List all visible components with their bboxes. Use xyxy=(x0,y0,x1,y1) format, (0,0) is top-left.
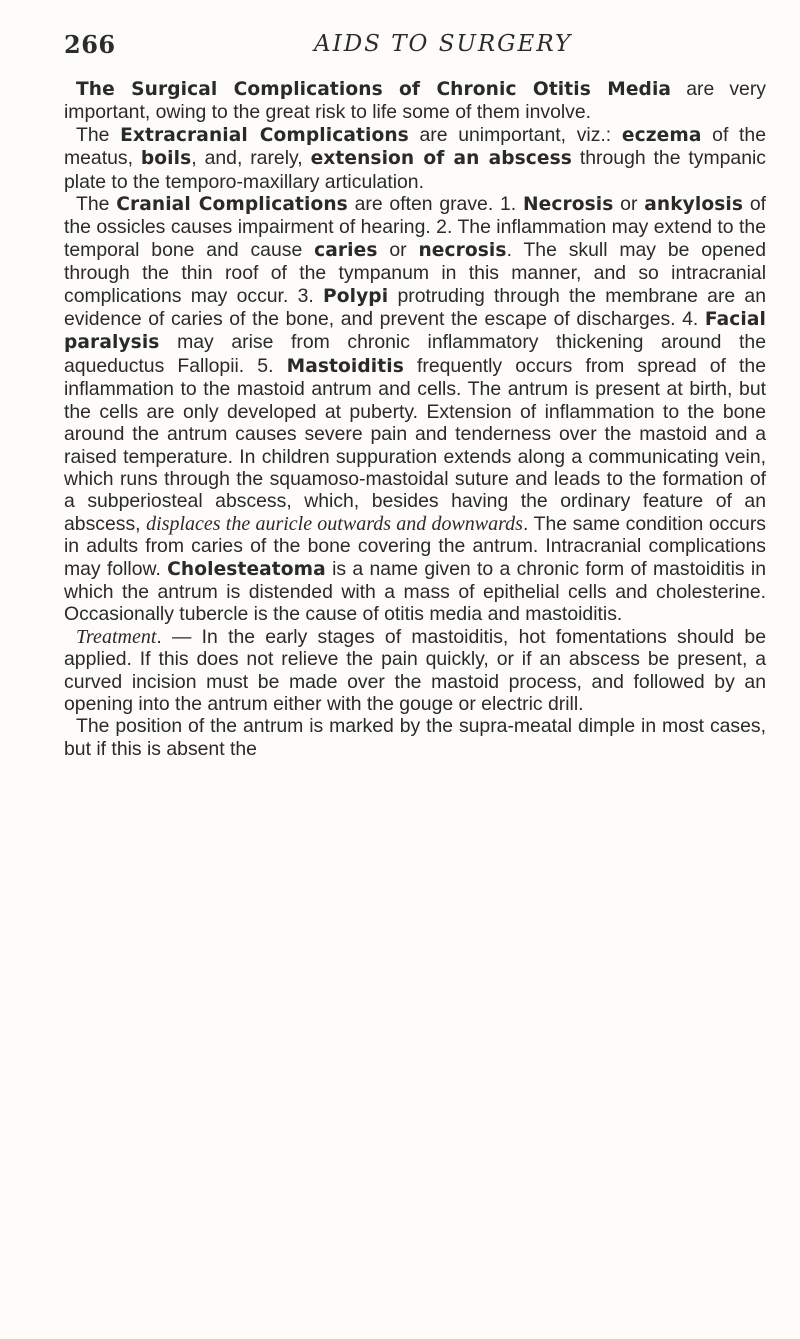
text-run: , and, rarely, xyxy=(191,147,311,170)
bold-term: Necrosis xyxy=(522,194,614,216)
bold-term: eczema xyxy=(621,124,702,146)
italic-text: Treatment xyxy=(76,625,157,648)
bold-term: necrosis xyxy=(418,239,507,261)
text-run: is a name given to a chronic form of mastoiditis in which the antrum is distended with a mass of epithelial cells and cholesterine. Occasionally tubercle is the cause of otitis media and mastoiditis. xyxy=(64,557,766,626)
text-run: are unimportant, viz.: xyxy=(408,123,622,146)
paragraph xyxy=(64,124,766,193)
page-number: 266 xyxy=(64,30,116,59)
text-run: are very important, owing to the great risk to life some of them involve. xyxy=(64,78,766,124)
text-run: frequently occurs from spread of the inflammation to the mastoid antrum and cells. The antrum is present at birth, but the cells are only developed at puberty. Extension of inflammation to the bone around the antrum causes severe pain and tenderness over the mastoid and a raised temperature. In children suppuration extends along a communicating vein, which runs through the squamoso-mastoidal suture and leads to the formation of a subperiosteal abscess, which, besides having the ordinary feature of an abscess, xyxy=(64,354,766,535)
text-run: are often grave. 1. xyxy=(347,193,523,216)
running-title: AIDS TO SURGERY xyxy=(314,31,573,57)
bold-term: Cholesteatoma xyxy=(167,558,326,580)
bold-term: The Surgical Complications of Chronic Otitis Media xyxy=(76,79,672,100)
text-run: . The same condition occurs in adults from caries of the bone covering the antrum. Intracranial complications may follow. xyxy=(64,512,766,580)
text-run: protruding through the membrane are an evidence of caries of the bone, and prevent the escape of discharges. 4. xyxy=(64,284,767,331)
text-run: through the tympanic plate to the temporo-maxillary articulation. xyxy=(64,147,766,193)
bold-term: Polypi xyxy=(323,285,389,307)
paragraph xyxy=(64,193,766,626)
text-run: The xyxy=(76,123,121,146)
bold-term: caries xyxy=(314,239,378,261)
italic-text: displaces the auricle outwards and downwards xyxy=(146,512,523,535)
bold-term: Cranial Complications xyxy=(116,194,348,216)
paragraph xyxy=(64,626,766,716)
paragraph xyxy=(64,715,766,760)
bold-term: ankylosis xyxy=(644,194,744,216)
text-run: The position of the antrum is marked by the supra-meatal dimple in most cases, but if this is absent the xyxy=(64,715,766,760)
bold-term: Mastoiditis xyxy=(286,355,404,377)
text-run: may arise from chronic inflammatory thickening around the aqueductus Fallopii. 5. xyxy=(64,331,766,377)
text-run: or xyxy=(377,238,419,261)
text-run: of the ossicles causes impairment of hearing. 2. The inflammation may extend to the temporal bone and cause xyxy=(64,193,766,261)
text-run: . — In the early stages of mastoiditis, hot fomentations should be applied. If this does not relieve the pain quickly, or if an abscess be present, a curved incision must be made over the mastoid process, and followed by an opening into the antrum either with the gouge or electric drill. xyxy=(64,625,766,715)
paragraph xyxy=(64,78,766,124)
body-text xyxy=(64,78,766,760)
bold-term: boils xyxy=(140,148,192,170)
text-run: . The skull may be opened through the thin roof of the tympanum in this manner, and so intracranial complications may occur. 3. xyxy=(64,238,766,307)
bold-term: extension of an abscess xyxy=(310,148,572,170)
text-run: or xyxy=(613,193,645,216)
bold-term: Facial paralysis xyxy=(64,309,766,354)
text-run: The xyxy=(76,193,117,216)
page-header xyxy=(64,30,764,66)
bold-term: Extracranial Complications xyxy=(120,124,409,146)
text-run: of the meatus, xyxy=(64,123,766,170)
